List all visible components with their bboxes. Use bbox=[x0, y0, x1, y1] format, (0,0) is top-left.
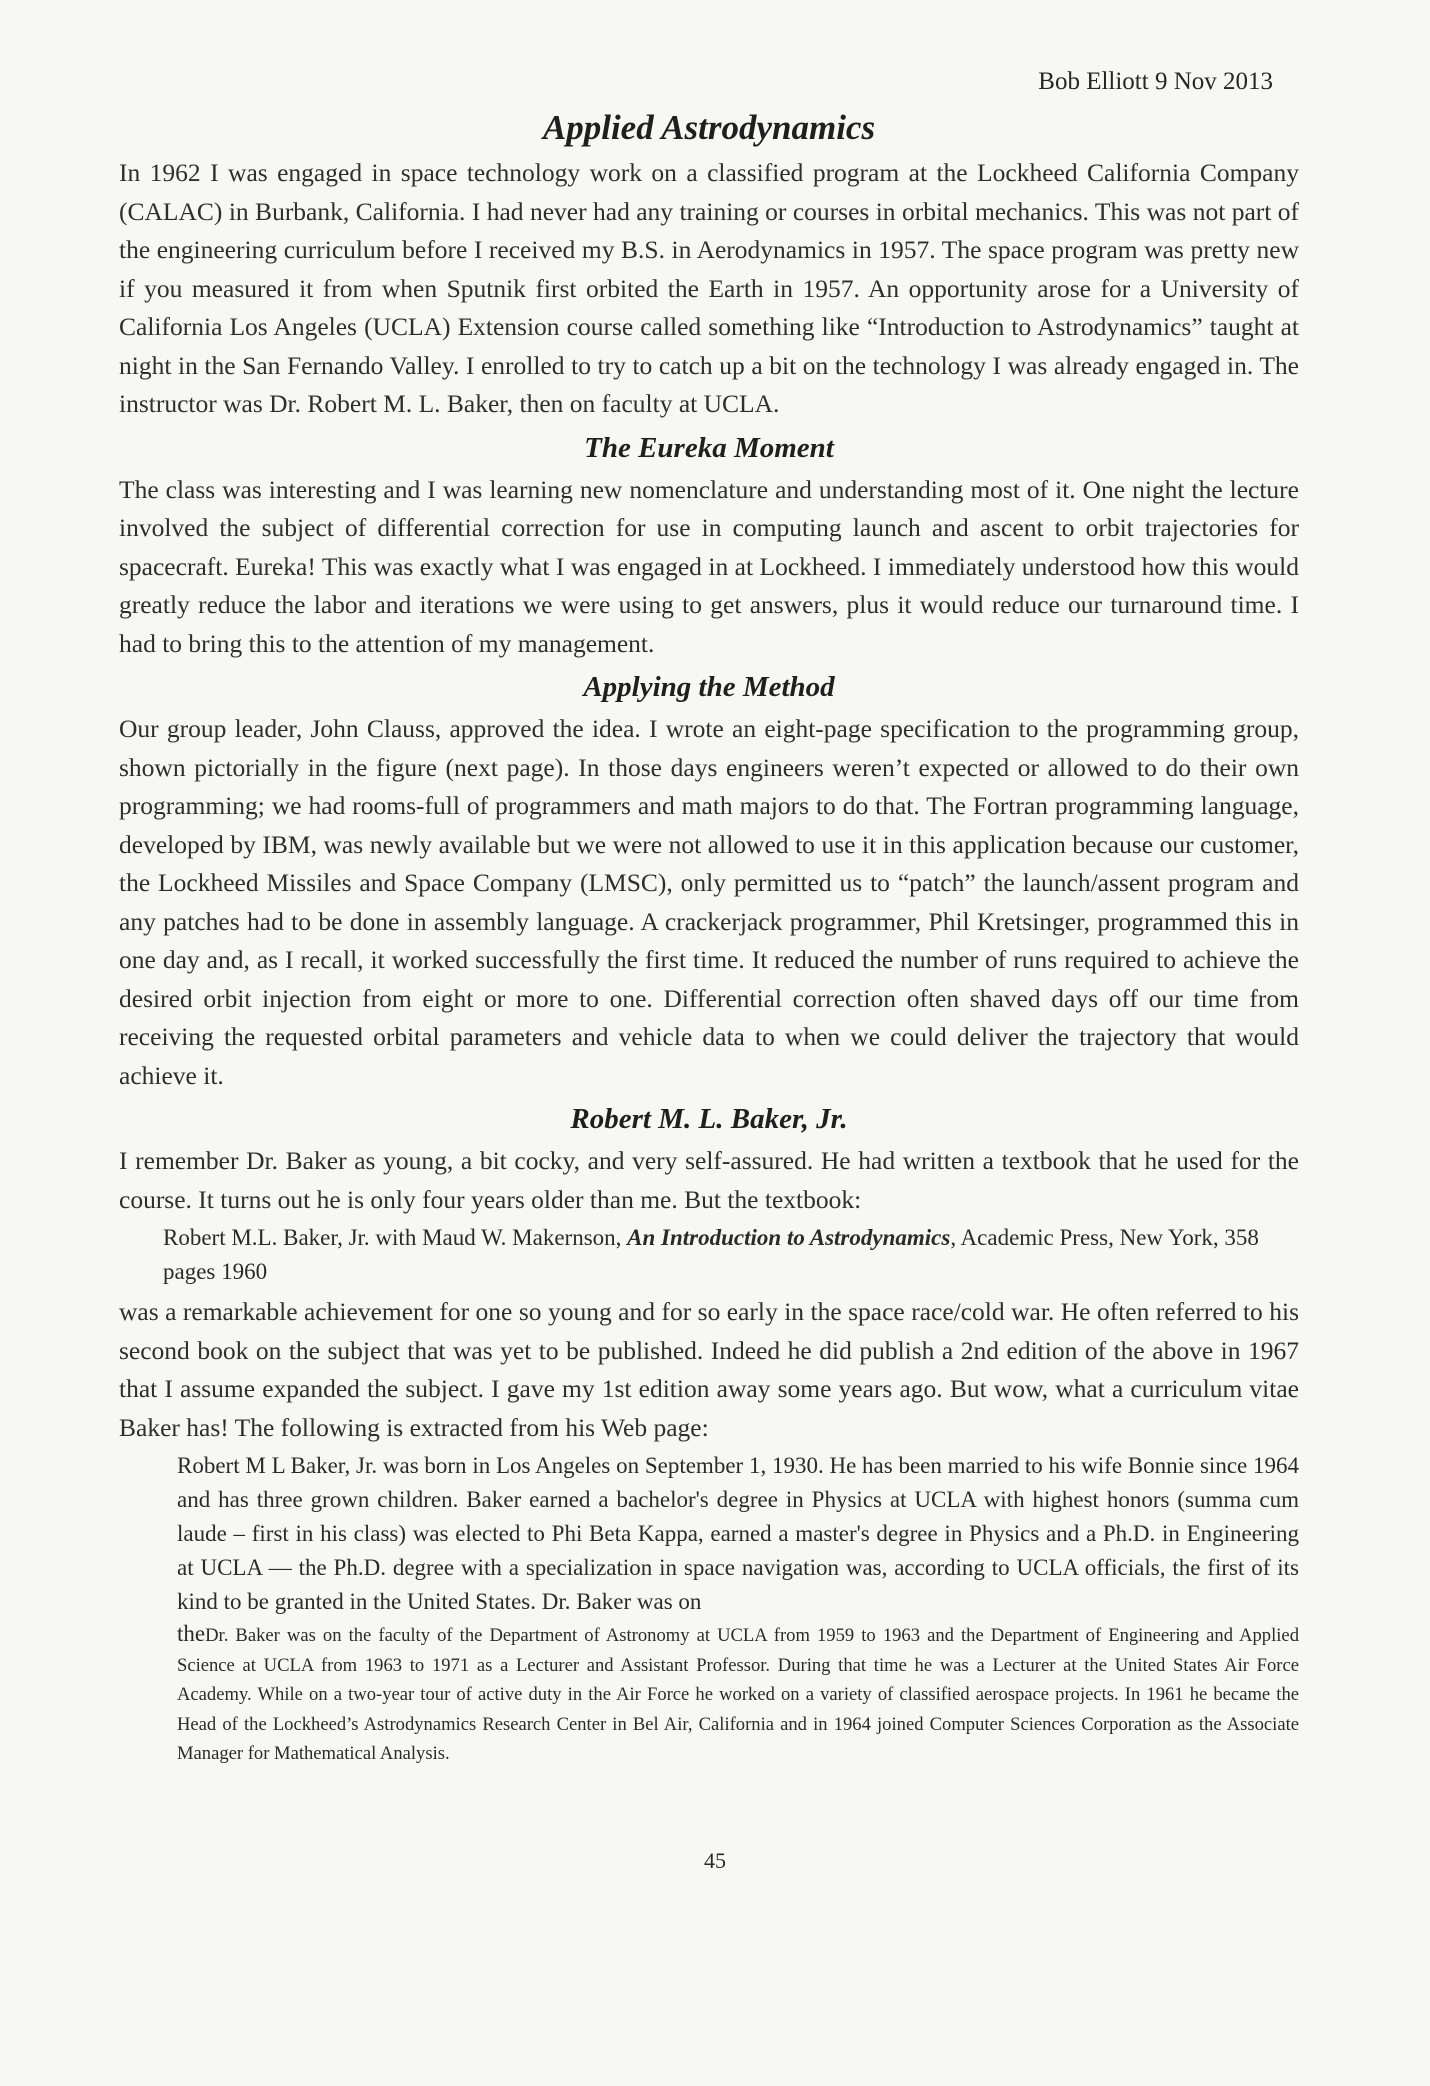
section-heading-baker: Robert M. L. Baker, Jr. bbox=[570, 1103, 848, 1135]
baker-paragraph-2: was a remarkable achievement for one so young and for so early in the space race/cold war. He often referred to his second book on the subject that was yet to be published. Indeed he did publish a 2nd edition of the above in 1967 that I assume expanded the subject. I gave my 1st edition away some years ago. But wow, what a curriculum vitae Baker has! The following is extracted from his Web page: bbox=[119, 1297, 1299, 1442]
document-body bbox=[119, 108, 1299, 1769]
author-date: Bob Elliott 9 Nov 2013 bbox=[1038, 68, 1273, 95]
citation-authors: Robert M.L. Baker, Jr. with Maud W. Makernson, bbox=[163, 1225, 628, 1250]
section-heading-eureka: The Eureka Moment bbox=[584, 431, 834, 464]
document-title: Applied Astrodynamics bbox=[542, 108, 876, 147]
book-citation bbox=[163, 1221, 1299, 1289]
page-number: 45 bbox=[704, 1848, 726, 1873]
applying-paragraph: Our group leader, John Clauss, approved the idea. I wrote an eight-page specification to the programming group, shown pictorially in the figure (next page). In those days engineers weren’t expected or allowed to do their own programming; we had rooms-full of programmers and math majors to do that. The Fortran programming language, developed by IBM, was newly available but we were not allowed to use it in this application because our customer, the Lockheed Missiles and Space Company (LMSC), only permitted us to “patch” the launch/assent program and any patches had to be done in assembly language. A crackerjack programmer, Phil Kretsinger, programmed this in one day and, as I recall, it worked successfully the first time. It reduced the number of runs required to achieve the desired orbit injection from eight or more to one. Differential correction often shaved days off our time from receiving the requested orbital parameters and vehicle data to when we could deliver the trajectory that would achieve it. bbox=[119, 714, 1299, 1090]
web-extract-2-lead: the bbox=[177, 1621, 206, 1646]
intro-paragraph: In 1962 I was engaged in space technology work on a classified program at the Lockheed California Company (CALAC) in Burbank, California. I had never had any training or courses in orbital mechanics. This was not part of the engineering curriculum before I received my B.S. in Aerodynamics in 1957. The space program was pretty new if you measured it from when Sputnik first orbited the Earth in 1957. An opportunity arose for a University of California Los Angeles (UCLA) Extension course called something like “Introduction to Astrodynamics” taught at night in the San Fernando Valley. I enrolled to try to catch up a bit on the technology I was already engaged in. The instructor was Dr. Robert M. L. Baker, then on faculty at UCLA. bbox=[119, 158, 1299, 418]
citation-book-title: An Introduction to Astrodynamics bbox=[627, 1225, 951, 1250]
section-heading-applying: Applying the Method bbox=[583, 671, 835, 703]
web-extract-2-text: Dr. Baker was on the faculty of the Department of Astronomy at UCLA from 1959 to 1963 and the Department of Engineering and Applied Science at UCLA from 1963 to 1971 as a Lecturer and Assistant Professor. During that time he was a Lecturer at the United States Air Force Academy. While on a two-year tour of active duty in the Air Force he worked on a variety of classified aerospace projects. In 1961 he became the Head of the Lockheed’s Astrodynamics Research Center in Bel Air, California and in 1964 joined Computer Sciences Corporation as the Associate Manager for Mathematical Analysis. bbox=[177, 1625, 1299, 1764]
eureka-paragraph: The class was interesting and I was learning new nomenclature and understanding most of it. One night the lecture involved the subject of differential correction for use in computing launch and ascent to orbit trajectories for spacecraft. Eureka! This was exactly what I was engaged in at Lockheed. I immediately understood how this would greatly reduce the labor and iterations we were using to get answers, plus it would reduce our turnaround time. I had to bring this to the attention of my management. bbox=[119, 474, 1299, 658]
web-extract-1: Robert M L Baker, Jr. was born in Los Angeles on September 1, 1930. He has been married to his wife Bonnie since 1964 and has three grown children. Baker earned a bachelor's degree in Physics at UCLA with highest honors (summa cum laude – first in his class) was elected to Phi Beta Kappa, earned a master's degree in Physics and a Ph.D. in Engineering at UCLA — the Ph.D. degree with a specialization in space navigation was, according to UCLA officials, the first of its kind to be granted in the United States. Dr. Baker was on bbox=[177, 1453, 1299, 1614]
citation-publisher: , Academic Press, New York, 358 pages 1960 bbox=[163, 1225, 1259, 1284]
web-extract-2 bbox=[177, 1619, 1299, 1769]
baker-paragraph-1: I remember Dr. Baker as young, a bit cocky, and very self-assured. He had written a textbook that he used for the course. It turns out he is only four years older than me. But the textbook: bbox=[119, 1146, 1299, 1214]
